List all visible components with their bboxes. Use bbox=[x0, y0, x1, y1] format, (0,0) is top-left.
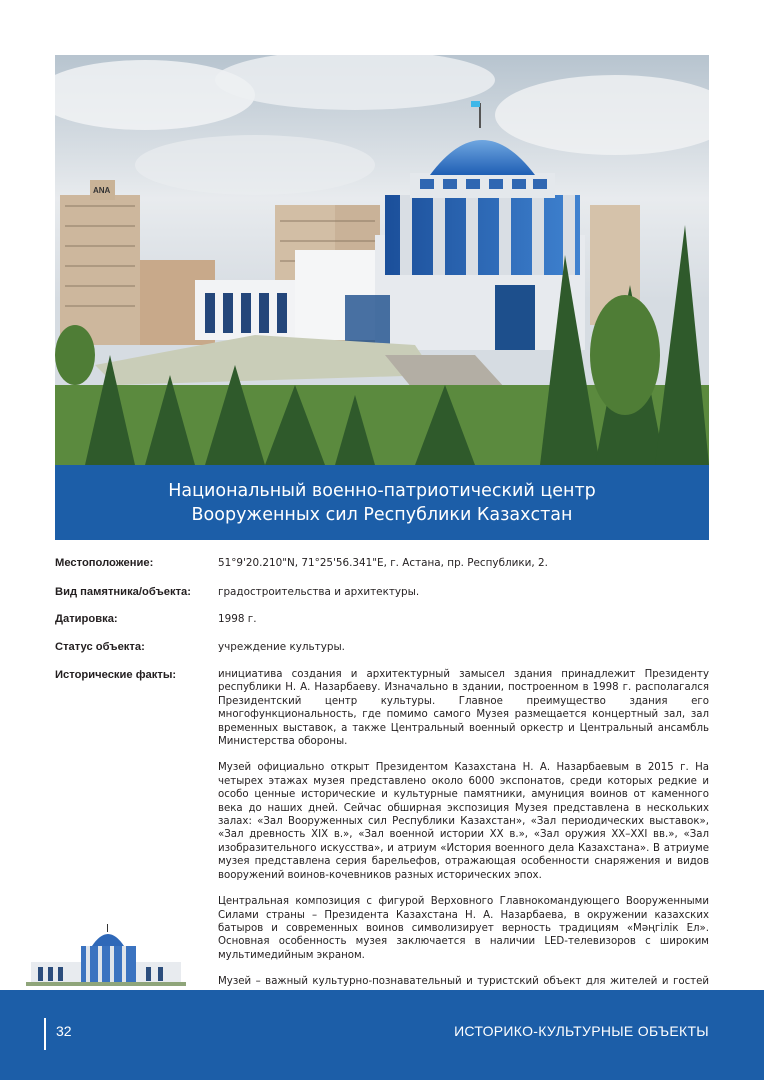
facts-paragraph: Музей официально открыт Президентом Казахстана Н. А. Назарбаевым в 2015 г. На четырех этажах музея представлено около 6000 экспонатов, среди которых редкие и особо ценные исторические и культурные памятники, амуниция воинов от каменного века до наших дней. Сейчас обширная экспозиция Музея представлена в нескольких залах: «Зал Вооруженных сил Республики Казахстан», «Зал периодических выставок», «Зал древность XIX в.», «Зал военной истории XX в.», «Зал оружия XX–XXI вв.», «Зал изобразительного искусства», и атриум «История военного дела Казахстана». В атриуме музея представлена серия барельефов, отражающая особенности снаряжения и видов вооружений воинов-кочевников разных исторических эпох. bbox=[218, 762, 709, 881]
status-label: Статус объекта: bbox=[55, 641, 145, 653]
location-value: 51°9'20.210"N, 71°25'56.341"E, г. Астана, пр. Республики, 2. bbox=[218, 557, 548, 569]
location-row bbox=[55, 556, 548, 570]
footer bbox=[0, 990, 764, 1080]
date-label: Датировка: bbox=[55, 613, 118, 625]
facts-label: Исторические факты: bbox=[55, 669, 177, 681]
type-label: Вид памятника/объекта: bbox=[55, 586, 191, 598]
type-value: градостроительства и архитектуры. bbox=[218, 586, 420, 598]
title-line-2: Вооруженных сил Республики Казахстан bbox=[191, 504, 573, 525]
building-sign: ANA bbox=[93, 186, 111, 195]
facts-paragraph: Центральная композиция с фигурой Верховного Главнокомандующего Вооруженными Силами страны – Президента Казахстана Н. А. Назарбаева, в окружении казахских батыров и современных воинов символизирует верность традициям «Мәңгілік Ел». Основная особенность музея заключается в наличии LED-телевизоров с широким мультимедийным экраном. bbox=[218, 896, 709, 961]
title-line-1: Национальный военно-патриотический центр bbox=[168, 480, 596, 501]
date-row bbox=[55, 612, 257, 626]
page-number: 32 bbox=[56, 1023, 72, 1039]
facts-paragraph: Музей – важный культурно-познавательный и туристский объект для жителей и гостей bbox=[218, 976, 709, 988]
section-title: ИСТОРИКО-КУЛЬТУРНЫЕ ОБЪЕКТЫ bbox=[454, 1023, 709, 1039]
title-banner bbox=[55, 465, 709, 540]
footer-divider bbox=[44, 1018, 46, 1050]
type-row bbox=[55, 585, 419, 599]
date-value: 1998 г. bbox=[218, 613, 257, 625]
status-value: учреждение культуры. bbox=[218, 641, 345, 653]
hero-photo bbox=[55, 55, 709, 465]
facts-text bbox=[218, 668, 709, 1015]
location-label: Местоположение: bbox=[55, 557, 154, 569]
status-row bbox=[55, 640, 345, 654]
building-illustration bbox=[26, 922, 186, 988]
facts-paragraph: инициатива создания и архитектурный замысел здания принадлежит Президенту республики Н. А. Назарбаеву. Изначально в здании, построенном в 1998 г. располагался Президентский центр культуры. Главное преимущество здания его многофункциональность, где помимо самого Музея размещается концертный зал, зал временных выставок, а также Центральный военный оркестр и Центральный ансамбль Министерства обороны. bbox=[218, 669, 709, 748]
